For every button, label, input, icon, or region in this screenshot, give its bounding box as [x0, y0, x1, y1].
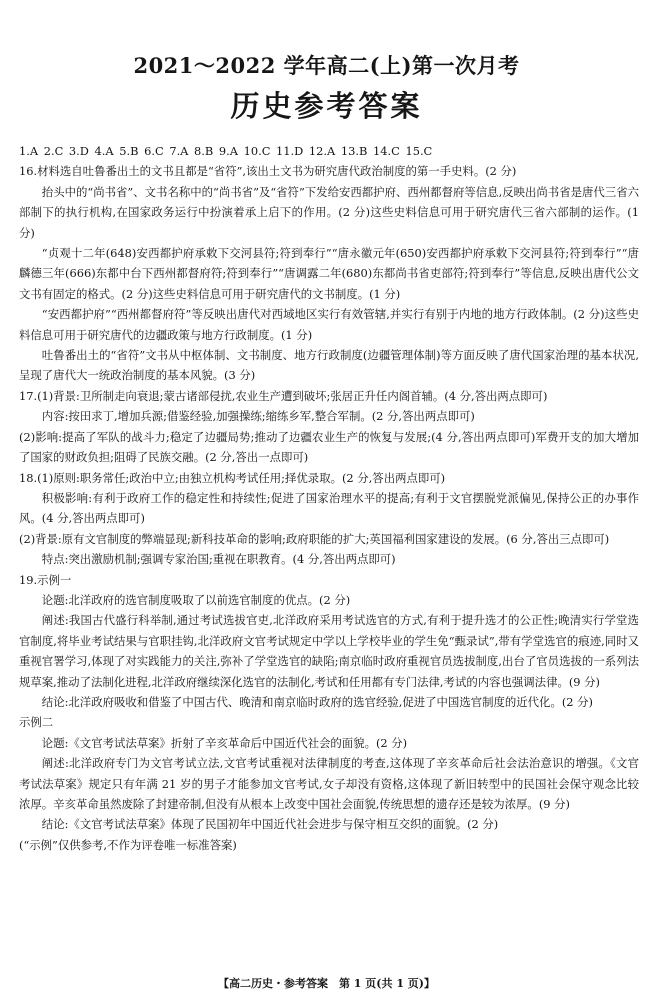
- q16-paragraph: “贞观十二年(648)安西都护府承敕下交河县符;符到奉行”“唐永徽元年(650)安西都护府承敕下交河县符;符到奉行”“唐麟德三年(666)东都中台下西州都督府符;符到奉行”“唐调露二年(680)东都尚书省吏部符;符到奉行”等信息,反映出唐代公文文书有固定的格式。(2 分)这些史料信息可用于研究唐代的文书制度。(1 分): [19, 246, 639, 301]
- q16-paragraph: 抬头中的“尚书省”、文书名称中的“尚书省”及“省符”下发给安西都护府、西州都督府等信息,反映出尚书省是唐代三省六部制下的执行机构,在国家政务运行中扮演着承上启下的作用。(2 分)这些史料信息可用于研究唐代三省六部制的运作。(1 分): [19, 184, 639, 240]
- q19-example-two-heading: 示例二: [19, 715, 54, 730]
- q19-note: (“示例”仅供参考,不作为评卷唯一标准答案): [19, 837, 237, 852]
- q16-paragraph: 吐鲁番出土的“省符”文书从中枢体制、文书制度、地方行政制度(边疆管理体制)等方面反映了唐代国家治理的基本状况,呈现了唐代大一统政治制度的基本风貌。(3 分): [19, 348, 639, 383]
- q19-e2-thesis: 论题:《文官考试法草案》折射了辛亥革命后中国近代社会的面貌。(2 分): [41, 735, 408, 750]
- q16-paragraph: “安西都护府”“西州都督府符”等反映出唐代对西域地区实行有效管辖,并实行有别于内地的地方行政体制。(2 分)这些史料信息可用于研究唐代的边疆政策与地方行政制度。(1 分): [19, 307, 639, 342]
- q17-impact: (2)影响:提高了军队的战斗力;稳定了边疆局势;推动了边疆农业生产的恢复与发展;(4 分,答出两点即可)军费开支的加大增加了国家的财政负担;阻碍了民族交融。(2 分,答出一点即可): [19, 429, 639, 465]
- page-footer: 【高二历史・参考答案 第 1 页(共 1 页)】: [217, 977, 436, 990]
- q19-e1-conclusion: 结论:北洋政府吸收和借鉴了中国古代、晚清和南京临时政府的选官经验,促进了中国选官制度的近代化。(2 分): [41, 694, 593, 709]
- q19-e1-thesis: 论题:北洋政府的选官制度吸取了以前选官制度的优点。(2 分): [41, 592, 351, 607]
- document-subtitle: 历史参考答案: [230, 89, 423, 123]
- q18-features: 特点:突出激励机制;强调专家治国;重视在职教育。(4 分,答出两点即可): [41, 552, 396, 567]
- q18-background: (2)背景:原有文官制度的弊端显现;新科技革命的影响;政府职能的扩大;英国福利国家建设的发展。(6 分,答出三点即可): [19, 531, 610, 546]
- exam-title: 2021～2022 学年高二(上)第一次月考: [133, 53, 520, 78]
- q19-e1-argument: 阐述:我国古代盛行科举制,通过考试选拔官吏,北洋政府采用考试选官的方式,有利于提升选才的公正性;晚清实行学堂选官制度,将毕业考试结果与官职挂钩,北洋政府文官考试规定中学以上学校毕业的学生免“甄录试”,带有学堂选官的痕迹,同时又重视官署学习,体现了对实践能力的关注,弥补了学堂选官的缺陷;南京临时政府重视官员选拔制度,出台了官员选拔的一系列法规草案,推动了法制化进程,北洋政府继续深化选官的法制化,考试和任用都有专门法律,考试的内容也强调法律。(9 分): [19, 613, 639, 689]
- q19-example-one-heading: 19.示例一: [19, 572, 72, 587]
- q16-intro: 16.材料选自吐鲁番出土的文书且都是“省符”,该出土文书为研究唐代政治制度的第一手史料。(2 分): [19, 164, 517, 179]
- q19-e2-argument: 阐述:北洋政府专门为文官考试立法,文官考试重视对法律制度的考查,这体现了辛亥革命后社会法治意识的增强。《文官考试法草案》规定只有年满 21 岁的男子才能参加文官考试,女子却没有资格,这体现了新旧转型中的民国社会保守观念比较浓厚。辛亥革命虽然废除了封建帝制,但没有从根本上改变中国社会面貌,传统思想的遗存还是较为浓厚。(9 分): [19, 756, 639, 811]
- q17-content: 内容:按田求丁,增加兵源;借鉴经验,加强操练;缩练乡军,整合军制。(2 分,答出两点即可): [41, 409, 475, 424]
- answer-body: [19, 141, 639, 855]
- q19-e2-conclusion: 结论:《文官考试法草案》体现了民国初年中国近代社会进步与保守相互交织的面貌。(2 分): [41, 817, 499, 832]
- q17-background: 17.(1)背景:卫所制走向衰退;蒙古诸部侵扰,农业生产遭到破坏;张居正升任内阁首辅。(4 分,答出两点即可): [19, 388, 548, 403]
- q18-positive-impact: 积极影响:有利于政府工作的稳定性和持续性;促进了国家治理水平的提高;有利于文官摆脱党派偏见,保持公正的办事作风。(4 分,答出两点即可): [19, 490, 639, 526]
- q18-principles: 18.(1)原则:职务常任;政治中立;由独立机构考试任用;择优录取。(2 分,答出两点即可): [19, 470, 446, 485]
- multiple-choice-answers: 1.A 2.C 3.D 4.A 5.B 6.C 7.A 8.B 9.A 10.C 11.D 12.A 13.B 14.C 15.C: [19, 144, 433, 158]
